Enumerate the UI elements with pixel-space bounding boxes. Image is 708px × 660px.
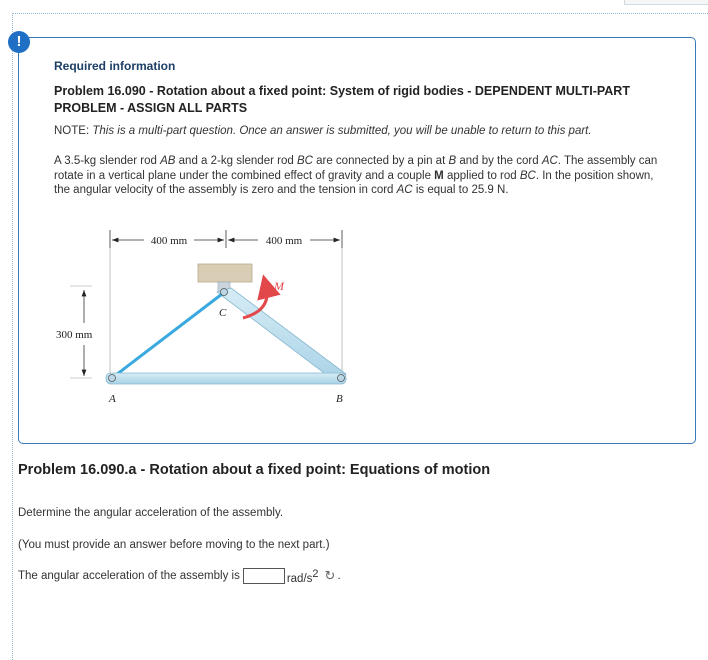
dim-left-label: 400 mm	[150, 235, 188, 247]
note-body: This is a multi-part question. Once an answer is submitted, you will be unable to return to this part.	[92, 125, 592, 137]
fixed-support	[198, 264, 252, 282]
note-label: NOTE:	[54, 125, 93, 137]
unit-label: rad/$s^2$	[286, 568, 319, 585]
label-a: A	[109, 393, 116, 405]
top-right-toolbar-edge	[624, 0, 708, 5]
rod-bc	[217, 288, 346, 382]
page-border-top	[12, 13, 708, 14]
label-b: B	[336, 393, 343, 405]
page-border-left	[12, 13, 13, 660]
problem-description: A 3.5-kg slender rod AB and a 2-kg slender rod BC are connected by a pin at B and by the cord AC. The assembly can rotate in a vertical plane under the combined effect of gravity and a couple M applied to rod BC. In the position shown, the angular velocity of the assembly is zero and the tension in cord AC is equal to 25.9 N.	[54, 155, 658, 196]
angular-acceleration-input[interactable]	[243, 568, 285, 584]
instruction-text: Determine the angular acceleration of the assembly.	[18, 507, 284, 519]
sentence-period: .	[337, 570, 341, 583]
dim-height-label: 300 mm	[56, 329, 93, 341]
reset-icon[interactable]: ↻	[324, 568, 336, 584]
label-c: C	[219, 307, 227, 319]
cord-ac	[112, 294, 222, 378]
rod-ab	[106, 373, 346, 384]
dim-right-label: 400 mm	[265, 235, 303, 247]
label-m: M	[274, 279, 284, 293]
required-information-heading: Required information	[54, 59, 176, 73]
answer-label: The angular acceleration of the assembly is	[18, 570, 240, 583]
problem-title: Problem 16.090 - Rotation about a fixed point: System of rigid bodies - DEPENDENT MULTI-PART PROBLEM - ASSIGN ALL PARTS	[54, 84, 630, 115]
note-text	[54, 124, 664, 139]
part-title: Problem 16.090.a - Rotation about a fixed point: Equations of motion	[18, 462, 491, 478]
rod-assembly-diagram	[56, 230, 356, 410]
answer-row	[18, 568, 341, 585]
alert-icon: !	[8, 31, 30, 53]
must-provide-text: (You must provide an answer before moving to the next part.)	[18, 539, 330, 551]
